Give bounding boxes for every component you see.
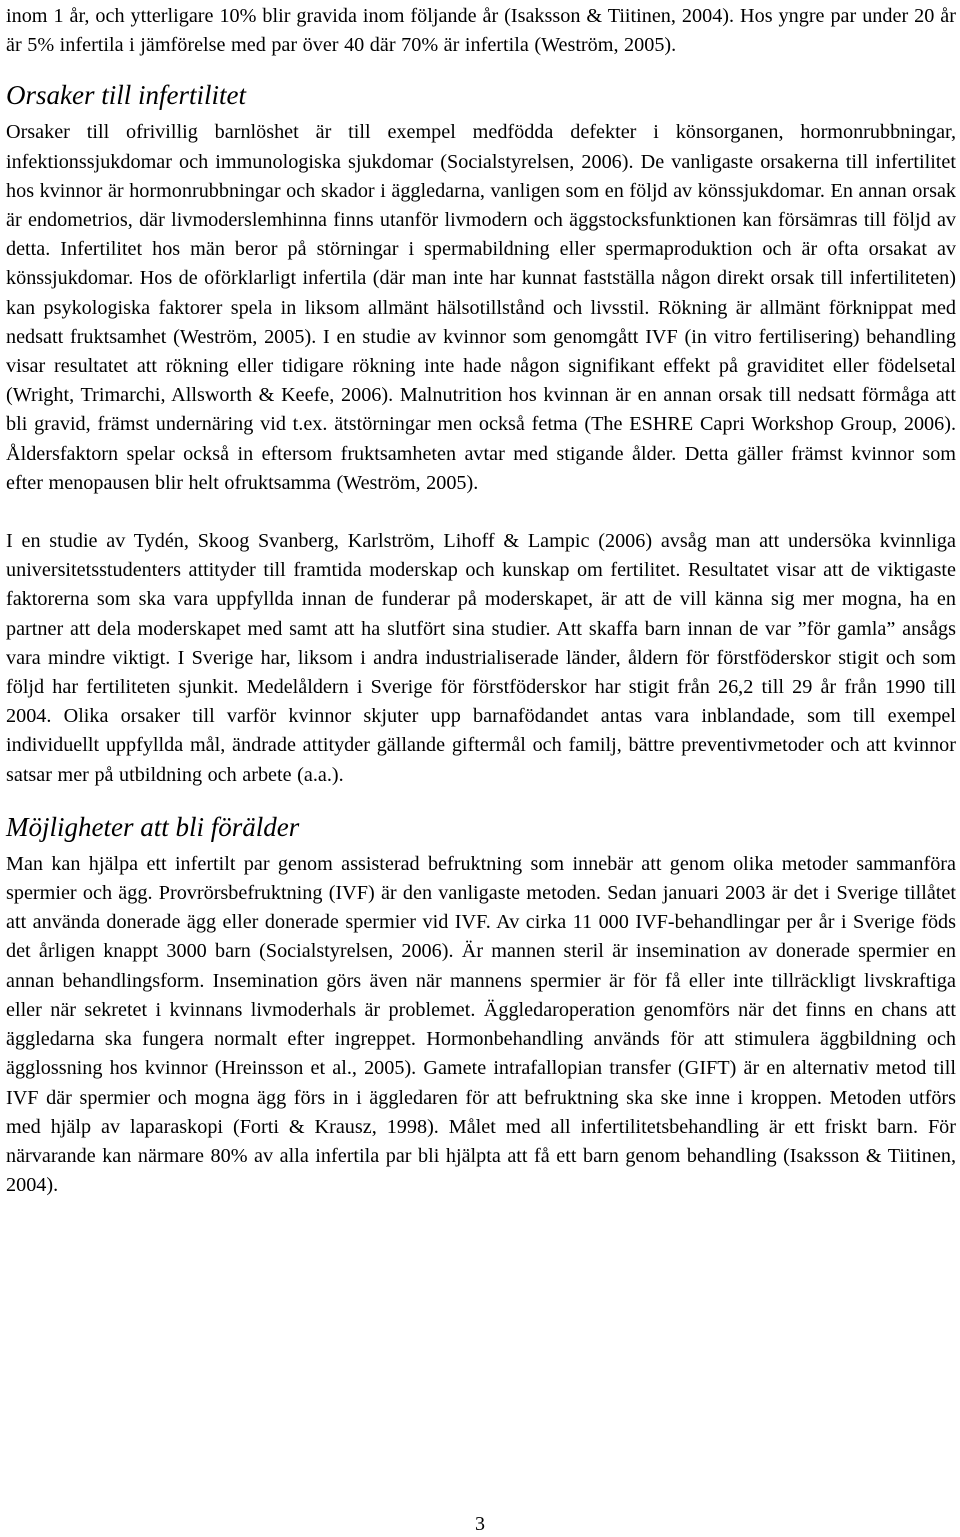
page-number: 3 xyxy=(475,1513,485,1535)
section-heading-possibilities: Möjligheter att bli förälder xyxy=(6,811,300,842)
causes-paragraph: Orsaker till ofrivillig barnlöshet är till exempel medfödda defekter i könsorganen, hormonrubbningar, infektionssjukdomar och immunologiska sjukdomar (Socialstyrelsen, 2006). De vanligaste orsakerna till infertilitet hos kvinnor är hormonrubbningar och skador i äggledarna, vanligen som en följd av könssjukdomar. En annan orsak är endometrios, där livmoderslemhinna finns utanför livmodern och äggstocksfunktionen kan försämras till följd av detta. Infertilitet hos män beror på störningar i spermabildning eller spermaproduktion och är ofta orsakat av könssjukdomar. Hos de oförklarligt infertila (där man inte har kunnat fastställa någon direkt orsak till infertiliteten) kan psykologiska faktorer spela in liksom allmänt hälsotillstånd och livsstil. Rökning är allmänt förknippat med nedsatt fruktsamhet (Weström, 2005). I en studie av kvinnor som genomgått IVF (in vitro fertilisering) behandling visar resultatet att rökning eller tidigare rökning inte hade någon signifikant effekt på graviditet eller födelsetal (Wright, Trimarchi, Allsworth & Keefe, 2006). Malnutrition hos kvinnan är en annan orsak till nedsatt förmåga att bli gravid, främst undernäring vid t.ex. ätstörningar men också fetma (The ESHRE Capri Workshop Group, 2006). Åldersfaktorn spelar också in eftersom fruktsamheten avtar med stigande ålder. Detta gäller främst kvinnor som efter menopausen blir helt ofruktsamma (Weström, 2005). xyxy=(6,121,956,494)
document-page xyxy=(6,0,956,1200)
intro-paragraph: inom 1 år, och ytterligare 10% blir gravida inom följande år (Isaksson & Tiitinen, 2004). Hos yngre par under 20 år är 5% infertila i jämförelse med par över 40 där 70% är infertila (Weström, 2005). xyxy=(6,5,956,57)
section-heading-causes: Orsaker till infertilitet xyxy=(6,80,246,111)
possibilities-paragraph: Man kan hjälpa ett infertilt par genom assisterad befruktning som innebär att genom olika metoder sammanföra spermier och ägg. Provrörsbefruktning (IVF) är den vanligaste metoden. Sedan januari 2003 är det i Sverige tillåtet att använda donerade ägg eller donerade spermier vid IVF. Av cirka 11 000 IVF-behandlingar per år i Sverige föds det årligen knappt 3000 barn (Socialstyrelsen, 2006). Är mannen steril är insemination av donerade spermier en annan behandlingsform. Insemination görs även när mannens spermier är för få eller inte tillräckligt livskraftiga eller när sekretet i kvinnans livmoderhals är problemet. Äggledaroperation genomförs när det finns en chans att äggledarna ska fungera normalt efter ingreppet. Hormonbehandling används för att stimulera äggbildning och ägglossning hos kvinnor (Hreinsson et al., 2005). Gamete intrafallopian transfer (GIFT) är en alternativ metod till IVF där spermier och mogna ägg förs in i äggledaren för att befruktning ska ske inne i kroppen. Metoden utförs med hjälp av laparaskopi (Forti & Krausz, 1998). Målet med all infertilitetsbehandling är ett friskt barn. För närvarande kan närmare 80% av alla infertila par bli hjälpta att få ett barn genom behandling (Isaksson & Tiitinen, 2004). xyxy=(6,852,956,1197)
study-paragraph: I en studie av Tydén, Skoog Svanberg, Karlström, Lihoff & Lampic (2006) avsåg man att undersöka kvinnliga universitetsstudenters attityder till framtida moderskap och kunskap om fertilitet. Resultatet visar att de viktigaste faktorerna som ska vara uppfyllda innan de funderar på moderskapet, är att de vill känna sig mer mogna, ha en partner att dela moderskapet med samt att ha slutfört sina studier. Att skaffa barn innan de var ”för gamla” ansågs vara mindre viktigt. I Sverige har, liksom i andra industrialiserade länder, åldern för förstföderskor stigit och som följd har fertiliteten sjunkit. Medelåldern i Sverige för förstföderskor har stigit från 26,2 till 29 år från 1990 till 2004. Olika orsaker till varför kvinnor skjuter upp barnafödandet antas vara inblandade, som till exempel individuellt uppfyllda mål, ändrade attityder gällande giftermål och familj, bättre preventivmetoder och att kvinnor satsar mer på utbildning och arbete (a.a.). xyxy=(6,530,956,786)
paragraph-spacer xyxy=(6,498,956,527)
